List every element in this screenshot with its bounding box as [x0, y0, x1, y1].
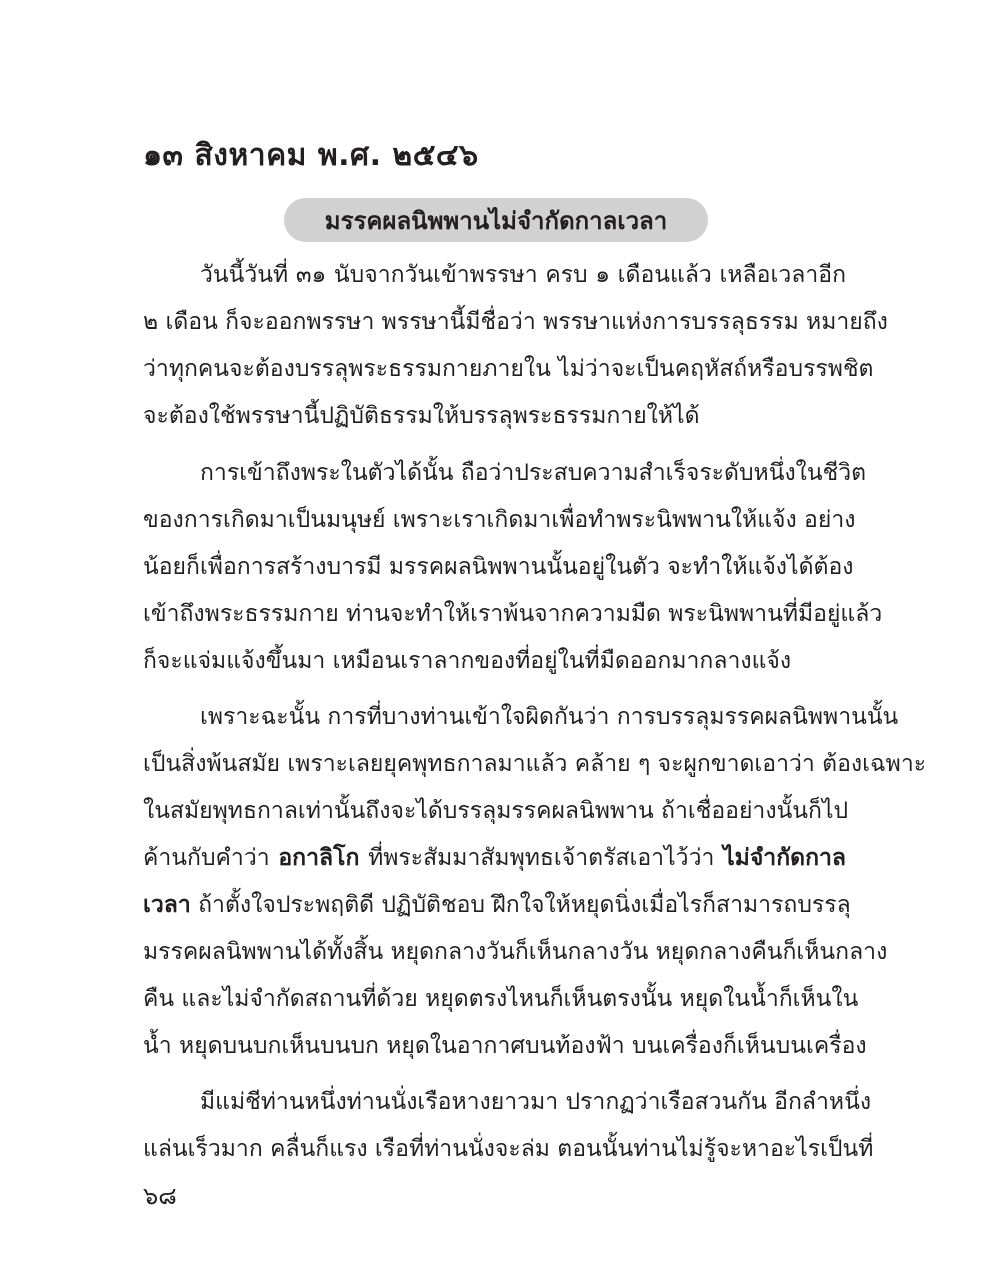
- chapter-title: [284, 198, 708, 242]
- date-heading: ๑๓ สิงหาคม พ.ศ. ๒๕๔๖: [143, 138, 479, 173]
- paragraph-3-line-7: คืน และไม่จำกัดสถานที่ด้วย หยุดตรงไหนก็เห็นตรงนั้น หยุดในน้ำก็เห็นใน: [143, 986, 859, 1012]
- paragraph-3-line-4: [143, 838, 846, 878]
- bold-phrase-time: เวลา: [143, 892, 191, 918]
- paragraph-3-line-4-middle: ที่พระสัมมาสัมพุทธเจ้าตรัสเอาไว้ว่า: [368, 845, 715, 871]
- paragraph-2-line-2: ของการเกิดมาเป็นมนุษย์ เพราะเราเกิดมาเพื่อทำพระนิพพานให้แจ้ง อย่าง: [143, 507, 856, 533]
- paragraph-3-line-3: ในสมัยพุทธกาลเท่านั้นถึงจะได้บรรลุมรรคผลนิพพาน ถ้าเชื่ออย่างนั้นก็ไป: [143, 798, 849, 824]
- paragraph-2-line-3: น้อยก็เพื่อการสร้างบารมี มรรคผลนิพพานนั้นอยู่ในตัว จะทำให้แจ้งได้ต้อง: [143, 554, 854, 580]
- bold-term-akaliko: อกาลิโก: [278, 845, 360, 871]
- chapter-title-text: มรรคผลนิพพานไม่จำกัดกาลเวลา: [324, 206, 668, 235]
- paragraph-3-line-5: [143, 885, 851, 925]
- paragraph-3-line-2: เป็นสิ่งพ้นสมัย เพราะเลยยุคพุทธกาลมาแล้ว คล้าย ๆ จะผูกขาดเอาว่า ต้องเฉพาะ: [143, 751, 927, 777]
- bold-phrase-not-limited: ไม่จำกัดกาล: [723, 845, 847, 871]
- paragraph-2-line-4: เข้าถึงพระธรรมกาย ท่านจะทำให้เราพ้นจากความมืด พระนิพพานที่มีอยู่แล้ว: [143, 601, 883, 627]
- page-number: ๖๘: [143, 1182, 177, 1210]
- paragraph-1-line-3: ว่าทุกคนจะต้องบรรลุพระธรรมกายภายใน ไม่ว่าจะเป็นคฤหัสถ์หรือบรรพชิต: [143, 356, 874, 382]
- paragraph-1-line-1: วันนี้วันที่ ๓๑ นับจากวันเข้าพรรษา ครบ ๑ เดือนแล้ว เหลือเวลาอีก: [200, 262, 846, 288]
- paragraph-2-line-1: การเข้าถึงพระในตัวได้นั้น ถือว่าประสบความสำเร็จระดับหนึ่งในชีวิต: [200, 460, 867, 486]
- paragraph-4-line-2: แล่นเร็วมาก คลื่นก็แรง เรือที่ท่านนั่งจะล่ม ตอนนั้นท่านไม่รู้จะหาอะไรเป็นที่: [143, 1136, 874, 1162]
- paragraph-3-line-5-rest: ถ้าตั้งใจประพฤติดี ปฏิบัติชอบ ฝึกใจให้หยุดนิ่งเมื่อไรก็สามารถบรรลุ: [198, 892, 851, 918]
- paragraph-2-line-5: ก็จะแจ่มแจ้งขึ้นมา เหมือนเราลากของที่อยู่ในที่มืดออกมากลางแจ้ง: [143, 648, 792, 674]
- paragraph-3-line-8: น้ำ หยุดบนบกเห็นบนบก หยุดในอากาศบนท้องฟ้า บนเครื่องก็เห็นบนเครื่อง: [143, 1033, 867, 1059]
- paragraph-3-line-6: มรรคผลนิพพานได้ทั้งสิ้น หยุดกลางวันก็เห็นกลางวัน หยุดกลางคืนก็เห็นกลาง: [143, 939, 888, 965]
- paragraph-3-line-4-start: ค้านกับคำว่า: [143, 845, 270, 871]
- paragraph-1-line-4: จะต้องใช้พรรษานี้ปฏิบัติธรรมให้บรรลุพระธรรมกายให้ได้: [143, 403, 700, 429]
- paragraph-1-line-2: ๒ เดือน ก็จะออกพรรษา พรรษานี้มีชื่อว่า พรรษาแห่งการบรรลุธรรม หมายถึง: [143, 309, 888, 335]
- paragraph-4-line-1: มีแม่ชีท่านหนึ่งท่านนั่งเรือหางยาวมา ปรากฏว่าเรือสวนกัน อีกลำหนึ่ง: [200, 1089, 872, 1115]
- paragraph-3-line-1: เพราะฉะนั้น การที่บางท่านเข้าใจผิดกันว่า การบรรลุมรรคผลนิพพานนั้น: [200, 704, 899, 730]
